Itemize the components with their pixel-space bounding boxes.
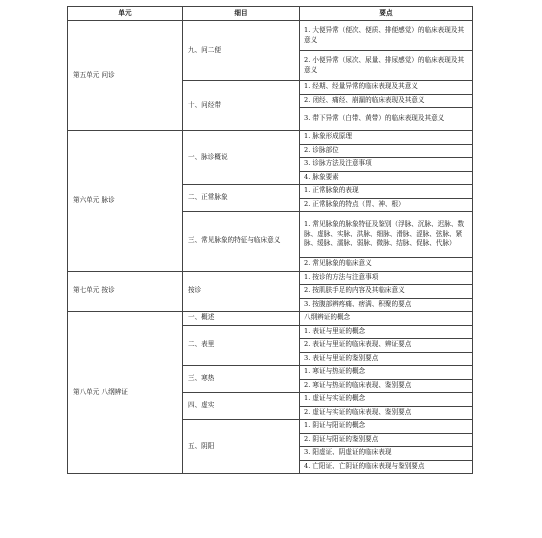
- unit-cell: 第七单元 按诊: [68, 271, 183, 312]
- point-cell: 1. 按诊的方法与注意事项: [300, 271, 473, 285]
- subtopic-cell: 按诊: [183, 271, 300, 312]
- point-cell: 2. 正常脉象的特点（胃、神、根）: [300, 198, 473, 212]
- point-cell: 1. 寒证与热证的概念: [300, 366, 473, 380]
- point-cell: 1. 常见脉象的脉象特征及鉴别（浮脉、沉脉、迟脉、数脉、虚脉、实脉、洪脉、细脉、滑脉、涩脉、弦脉、紧脉、缓脉、濡脉、弱脉、微脉、结脉、促脉、代脉）: [300, 212, 473, 258]
- point-cell: 1. 虚证与实证的概念: [300, 393, 473, 407]
- subtopic-cell: 一、概述: [183, 312, 300, 326]
- header-detail: 细目: [183, 7, 300, 21]
- point-cell: 1. 大便异常（便次、便质、排便感觉）的临床表现及其意义: [300, 21, 473, 51]
- point-cell: 1. 经期、经量异常的临床表现及其意义: [300, 81, 473, 95]
- subtopic-cell: 二、正常脉象: [183, 185, 300, 212]
- point-cell: 1. 阴证与阳证的概念: [300, 420, 473, 434]
- point-cell: 1. 表证与里证的概念: [300, 325, 473, 339]
- subtopic-cell: 九、问二便: [183, 21, 300, 81]
- point-cell: 2. 表证与里证的临床表现、辨证要点: [300, 339, 473, 353]
- table-row: [68, 131, 473, 145]
- table-row: [68, 312, 473, 326]
- point-cell: 八纲辨证的概念: [300, 312, 473, 326]
- subtopic-cell: 二、表里: [183, 325, 300, 366]
- point-cell: 1. 脉象形成原理: [300, 131, 473, 145]
- point-cell: 2. 阴证与阳证的鉴别要点: [300, 433, 473, 447]
- point-cell: 2. 小便异常（尿次、尿量、排尿感觉）的临床表现及其意义: [300, 51, 473, 81]
- subtopic-cell: 五、阴阳: [183, 420, 300, 474]
- point-cell: 2. 按肌肤手足的内容及其临床意义: [300, 285, 473, 299]
- table-row: [68, 271, 473, 285]
- subtopic-cell: 十、问经带: [183, 81, 300, 131]
- header-points: 要点: [300, 7, 473, 21]
- point-cell: 2. 闭经、痛经、崩漏的临床表现及其意义: [300, 94, 473, 108]
- point-cell: 2. 诊脉部位: [300, 144, 473, 158]
- subtopic-cell: 三、寒热: [183, 366, 300, 393]
- point-cell: 3. 阳虚证、阴虚证的临床表现: [300, 447, 473, 461]
- subtopic-cell: 一、脉诊概说: [183, 131, 300, 185]
- point-cell: 4. 亡阳证、亡阴证的临床表现与鉴别要点: [300, 460, 473, 474]
- point-cell: 3. 表证与里证的鉴别要点: [300, 352, 473, 366]
- unit-cell: 第六单元 脉诊: [68, 131, 183, 272]
- point-cell: 3. 诊脉方法及注意事项: [300, 158, 473, 172]
- point-cell: 3. 按腹部辨疼痛、痞满、积聚的要点: [300, 298, 473, 312]
- point-cell: 2. 常见脉象的临床意义: [300, 258, 473, 272]
- point-cell: 2. 虚证与实证的临床表现、鉴别要点: [300, 406, 473, 420]
- table-row: [68, 21, 473, 51]
- syllabus-table-wrapper: [67, 6, 472, 474]
- point-cell: 4. 脉象要素: [300, 171, 473, 185]
- subtopic-cell: 三、常见脉象的特征与临床意义: [183, 212, 300, 272]
- syllabus-table: [67, 6, 473, 474]
- point-cell: 1. 正常脉象的表现: [300, 185, 473, 199]
- unit-cell: 第八单元 八纲辨证: [68, 312, 183, 474]
- header-row: [68, 7, 473, 21]
- point-cell: 2. 寒证与热证的临床表现、鉴别要点: [300, 379, 473, 393]
- subtopic-cell: 四、虚实: [183, 393, 300, 420]
- point-cell: 3. 带下异常（白带、黄带）的临床表现及其意义: [300, 108, 473, 131]
- unit-cell: 第五单元 问诊: [68, 21, 183, 131]
- header-unit: 单元: [68, 7, 183, 21]
